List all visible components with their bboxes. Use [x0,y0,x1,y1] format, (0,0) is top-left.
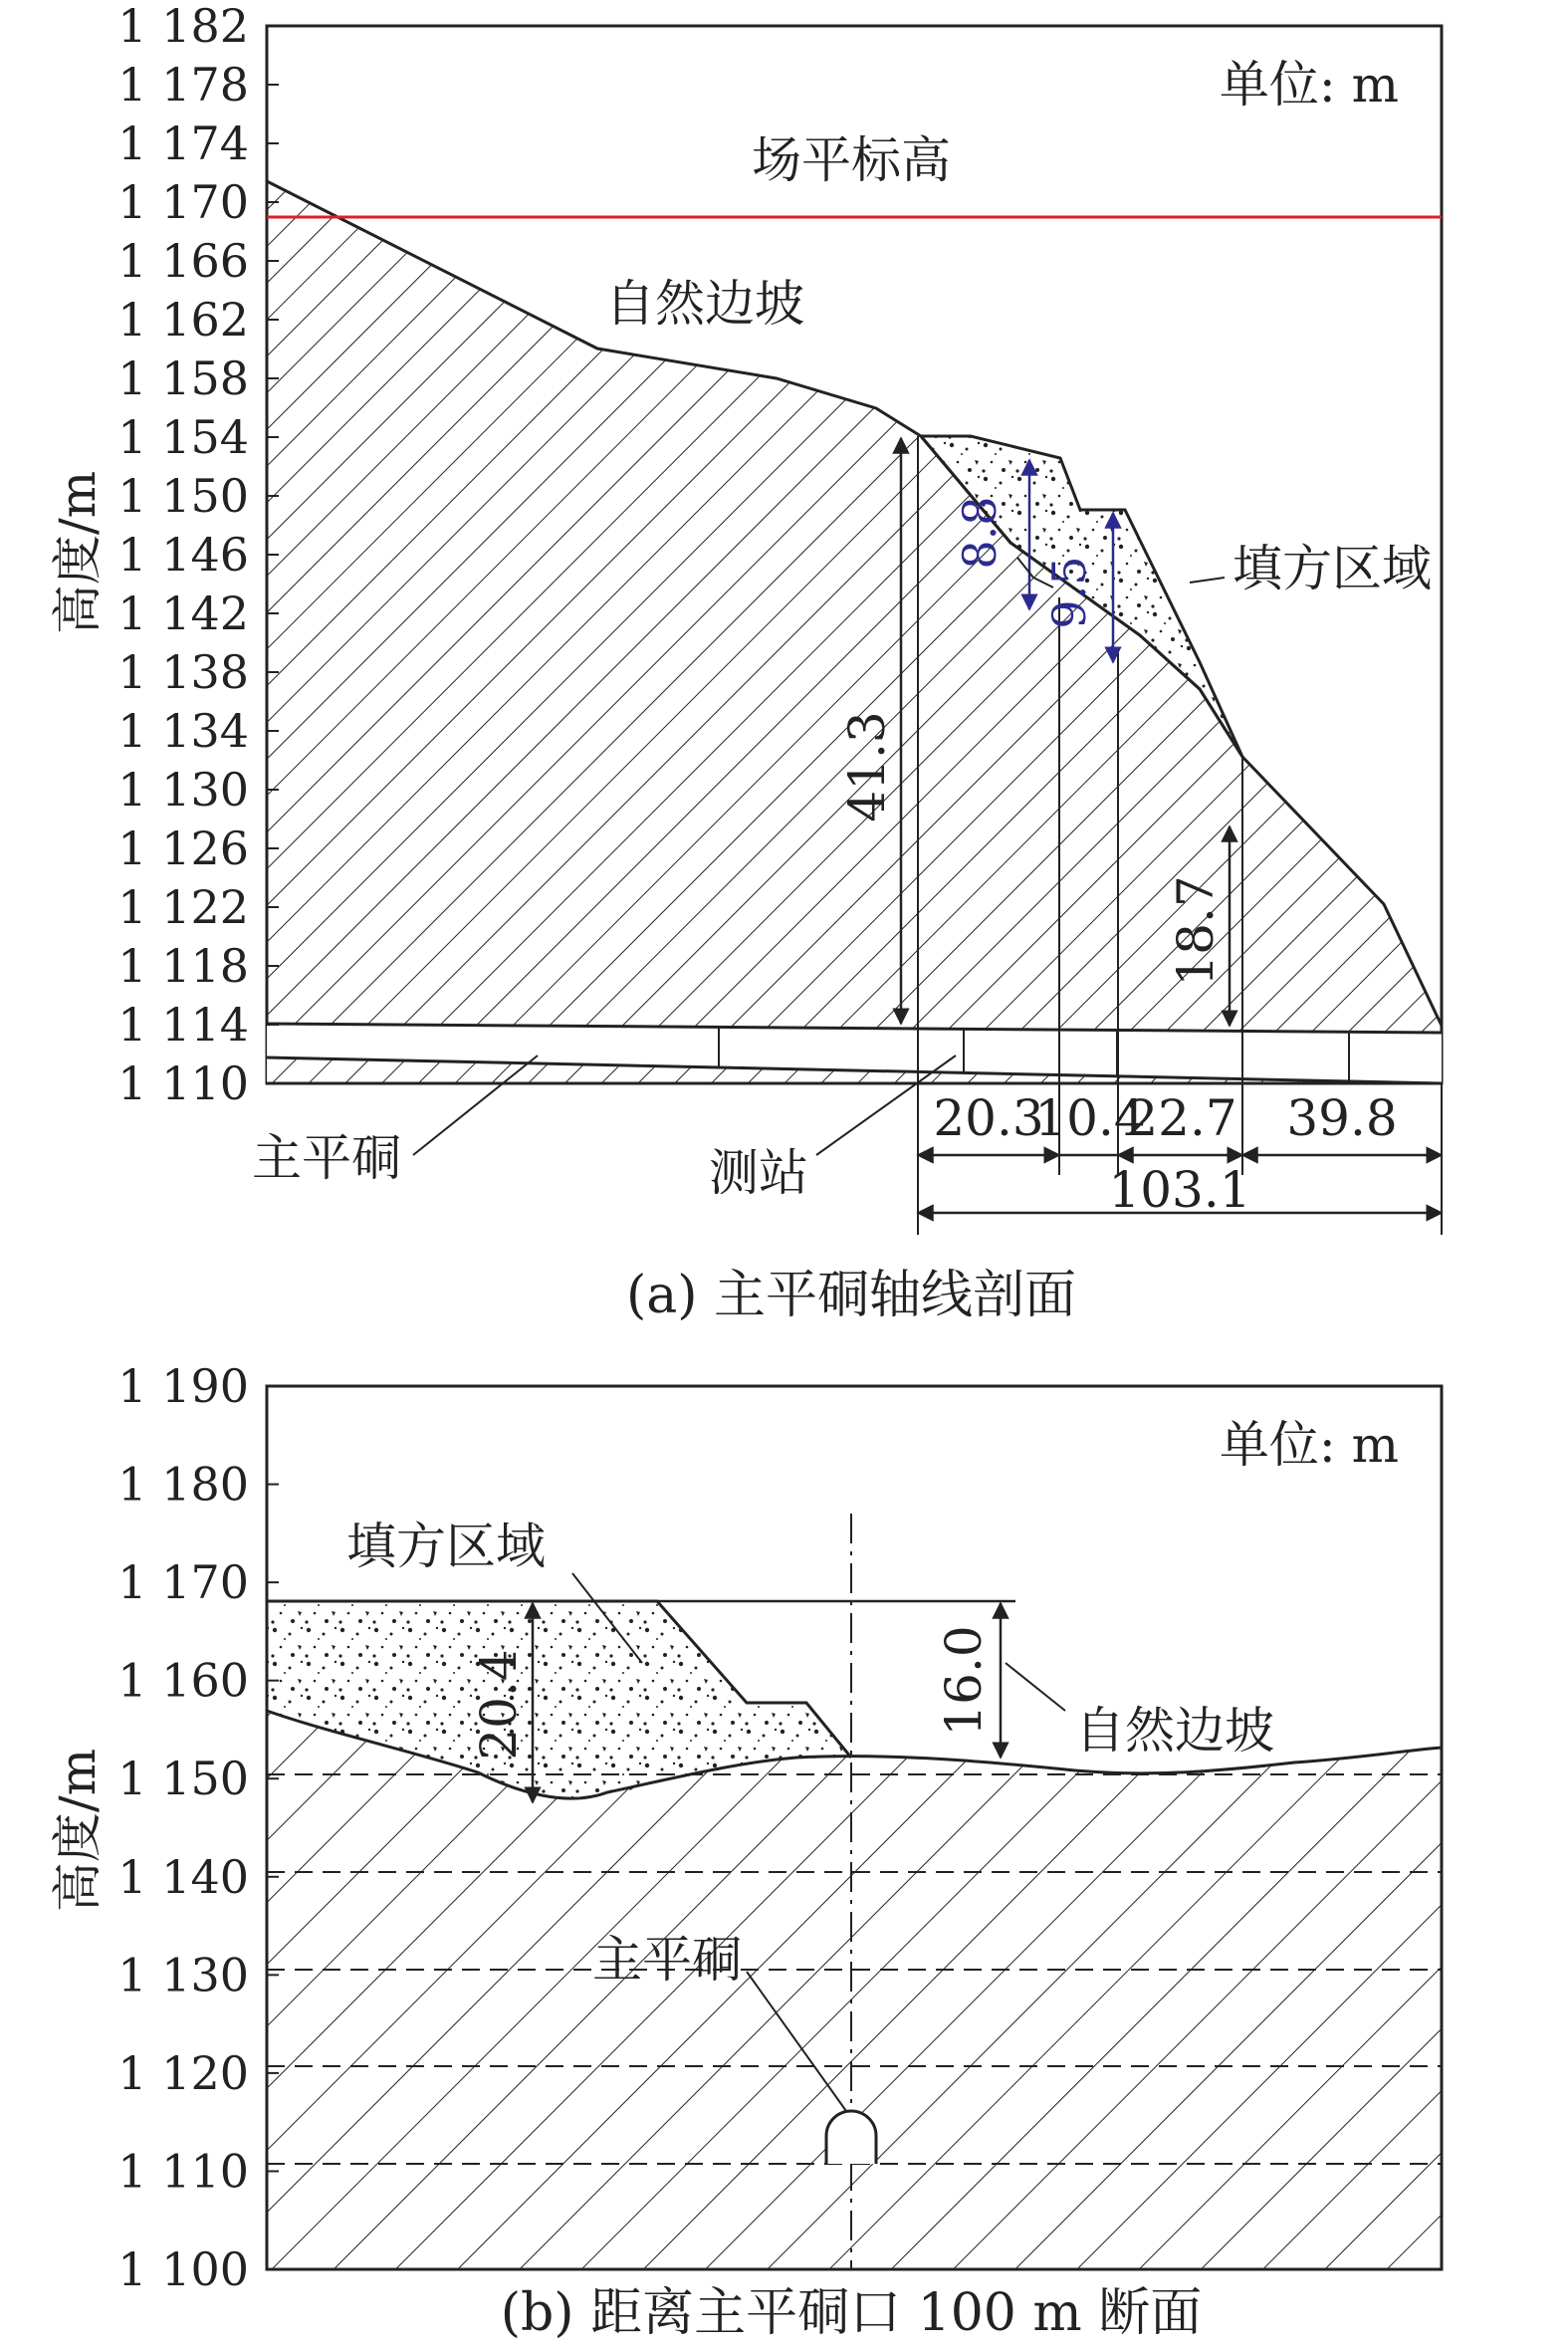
dim-10-4: 10.4 [1034,1089,1146,1147]
panel-a-tick-label: 1 158 [117,352,249,405]
main-adit-symbol [826,2111,876,2164]
panel-a-tick-label: 1 154 [117,410,249,464]
panel-a-tick-label: 1 178 [117,58,249,112]
dim-18-7: 18.7 [1167,875,1225,987]
panel-a [49,0,1442,1325]
panel-a-tick-label: 1 142 [117,587,249,640]
panel-a-tick-label: 1 138 [117,645,249,699]
panel-a-tick-label: 1 182 [117,0,249,53]
fill-area-label-a: 填方区域 [1232,540,1432,597]
y-axis-label-a: 高度/m [49,470,107,635]
panel-b-tick-label: 1 180 [117,1457,249,1512]
panel-b-rock-mass [267,1711,1442,2269]
panel-a-tick-label: 1 134 [117,704,249,758]
unit-label-b: 单位: m [1219,1416,1399,1474]
panel-a-tick-label: 1 114 [117,998,249,1052]
main-adit-label-b: 主平硐 [592,1931,742,1989]
panel-b-tick-label: 1 160 [117,1653,249,1708]
panel-a-tick-label: 1 126 [117,822,249,875]
panel-a-tick-label: 1 122 [117,880,249,934]
panel-b-tick-label: 1 190 [117,1359,249,1413]
panel-a-tick-label: 1 174 [117,117,249,170]
caption-b: (b) 距离主平硐口 100 m 断面 [500,2283,1203,2343]
dim-39-8: 39.8 [1286,1089,1398,1147]
main-adit-label-a: 主平硐 [252,1129,401,1187]
dim-16-0: 16.0 [935,1625,993,1737]
panel-b-tick-label: 1 100 [117,2242,249,2296]
panel-a-tick-label: 1 162 [117,293,249,347]
dim-8-8: 8.8 [953,496,1007,570]
caption-a: (a) 主平硐轴线剖面 [625,1266,1077,1325]
site-level-label: 场平标高 [752,131,951,189]
panel-a-tick-label: 1 150 [117,469,249,523]
panel-a-tick-label: 1 118 [117,939,249,993]
panel-b-tick-label: 1 120 [117,2045,249,2100]
dim-9-5: 9.5 [1042,556,1096,629]
natural-slope-label-a: 自然边坡 [605,275,804,333]
dim-20-3: 20.3 [933,1089,1044,1147]
panel-a-tick-label: 1 166 [117,234,249,288]
dim-103-1: 103.1 [1108,1161,1251,1219]
fill-area-label-b: 填方区域 [346,1518,546,1575]
panel-a-tick-label: 1 110 [117,1057,249,1110]
natural-slope-label-b: 自然边坡 [1075,1702,1274,1760]
panel-a-rock-mass [267,181,1442,1035]
dim-20-4: 20.4 [470,1649,528,1761]
panel-a-y-ticks [117,0,279,1110]
dim-41-3: 41.3 [838,711,896,823]
panel-a-tick-label: 1 170 [117,175,249,229]
panel-b-y-ticks [117,1359,279,2296]
dim-22-7: 22.7 [1126,1089,1237,1147]
panel-a-tick-label: 1 146 [117,528,249,582]
panel-a-tick-label: 1 130 [117,763,249,817]
panel-b-tick-label: 1 110 [117,2144,249,2199]
y-axis-label-b: 高度/m [49,1748,107,1913]
panel-b-tick-label: 1 140 [117,1849,249,1904]
station-label: 测站 [709,1144,808,1202]
panel-b-tick-label: 1 130 [117,1948,249,2002]
panel-b-tick-label: 1 170 [117,1555,249,1610]
panel-b [49,1359,1442,2343]
panel-b-tick-label: 1 150 [117,1752,249,1806]
unit-label-a: 单位: m [1219,56,1399,114]
